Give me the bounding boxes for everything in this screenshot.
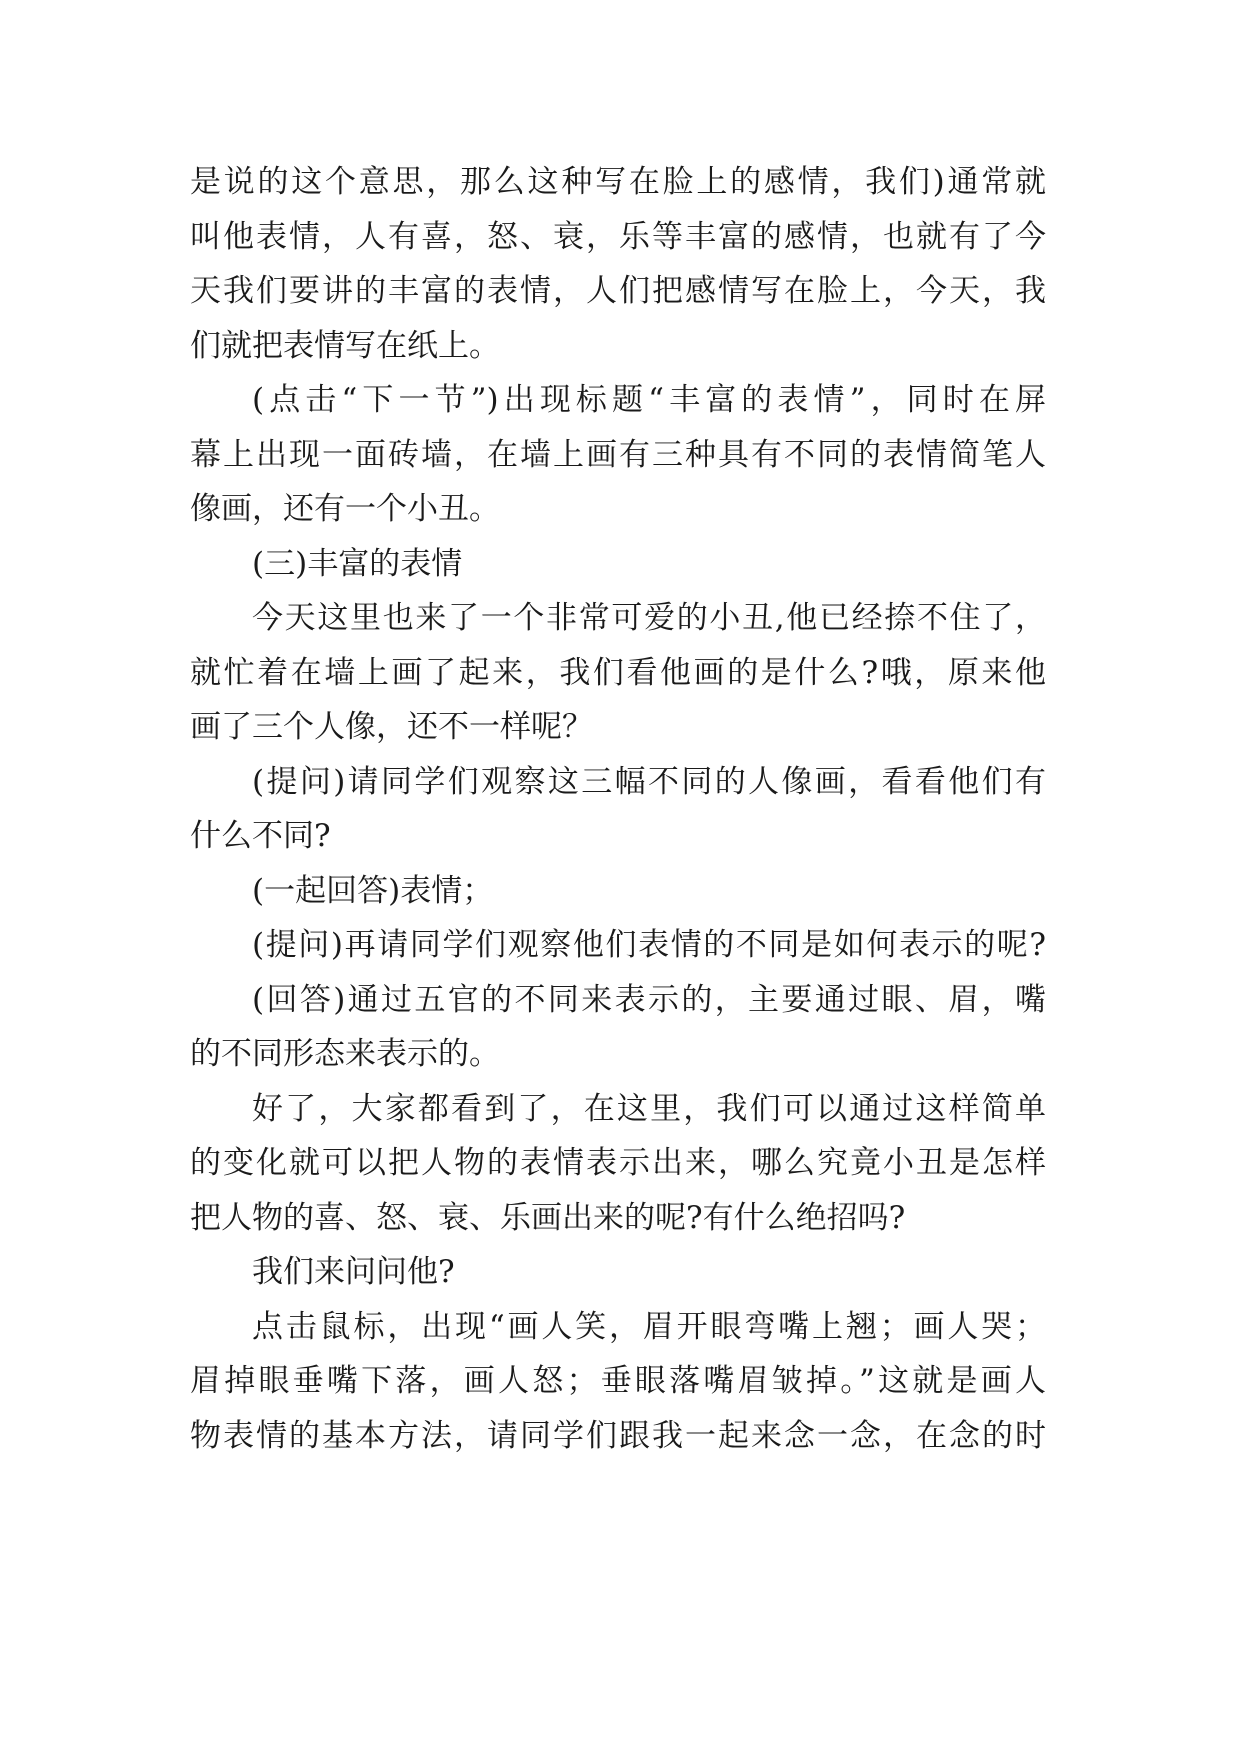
text-line: (一起回答)表情； xyxy=(252,872,494,909)
text-line: 们就把表情写在纸上。 xyxy=(190,327,500,364)
text-line: 的变化就可以把人物的表情表示出来，哪么究竟小丑是怎样 xyxy=(190,1145,1046,1181)
text-line: (点击“下一节”)出现标题“丰富的表情”，同时在屏 xyxy=(252,382,1046,418)
text-line: (提问)请同学们观察这三幅不同的人像画，看看他们有 xyxy=(252,763,1046,800)
text-line: 叫他表情，人有喜，怒、衰，乐等丰富的感情，也就有了今 xyxy=(190,218,1046,255)
text-line: 今天这里也来了一个非常可爱的小丑,他已经捺不住了， xyxy=(252,600,1046,636)
text-line: 我们来问问他? xyxy=(252,1254,455,1290)
text-line: 就忙着在墙上画了起来，我们看他画的是什么?哦，原来他 xyxy=(190,654,1046,691)
text-line: 的不同形态来表示的。 xyxy=(190,1036,500,1072)
text-line: 是说的这个意思，那么这种写在脸上的感情，我们)通常就 xyxy=(190,164,1046,200)
text-line: (回答)通过五官的不同来表示的，主要通过眼、眉，嘴 xyxy=(252,981,1046,1018)
text-line: 像画，还有一个小丑。 xyxy=(190,491,500,527)
text-line: 眉掉眼垂嘴下落，画人怒；垂眼落嘴眉皱掉。”这就是画人 xyxy=(190,1363,1046,1399)
text-line: 好了，大家都看到了，在这里，我们可以通过这样简单 xyxy=(252,1090,1046,1127)
text-line: 把人物的喜、怒、衰、乐画出来的呢?有什么绝招吗? xyxy=(190,1199,906,1236)
text-line: (三)丰富的表情 xyxy=(252,545,463,582)
text-line: 点击鼠标，出现“画人笑，眉开眼弯嘴上翘；画人哭； xyxy=(252,1308,1046,1345)
text-line: 天我们要讲的丰富的表情，人们把感情写在脸上，今天，我 xyxy=(190,273,1046,309)
text-line: 画了三个人像，还不一样呢？ xyxy=(190,709,593,745)
text-line: 什么不同? xyxy=(190,818,331,854)
text-line: 幕上出现一面砖墙，在墙上画有三种具有不同的表情简笔人 xyxy=(190,436,1046,473)
text-line: (提问)再请同学们观察他们表情的不同是如何表示的呢? xyxy=(252,927,1046,963)
text-line: 物表情的基本方法，请同学们跟我一起来念一念，在念的时 xyxy=(190,1417,1046,1454)
